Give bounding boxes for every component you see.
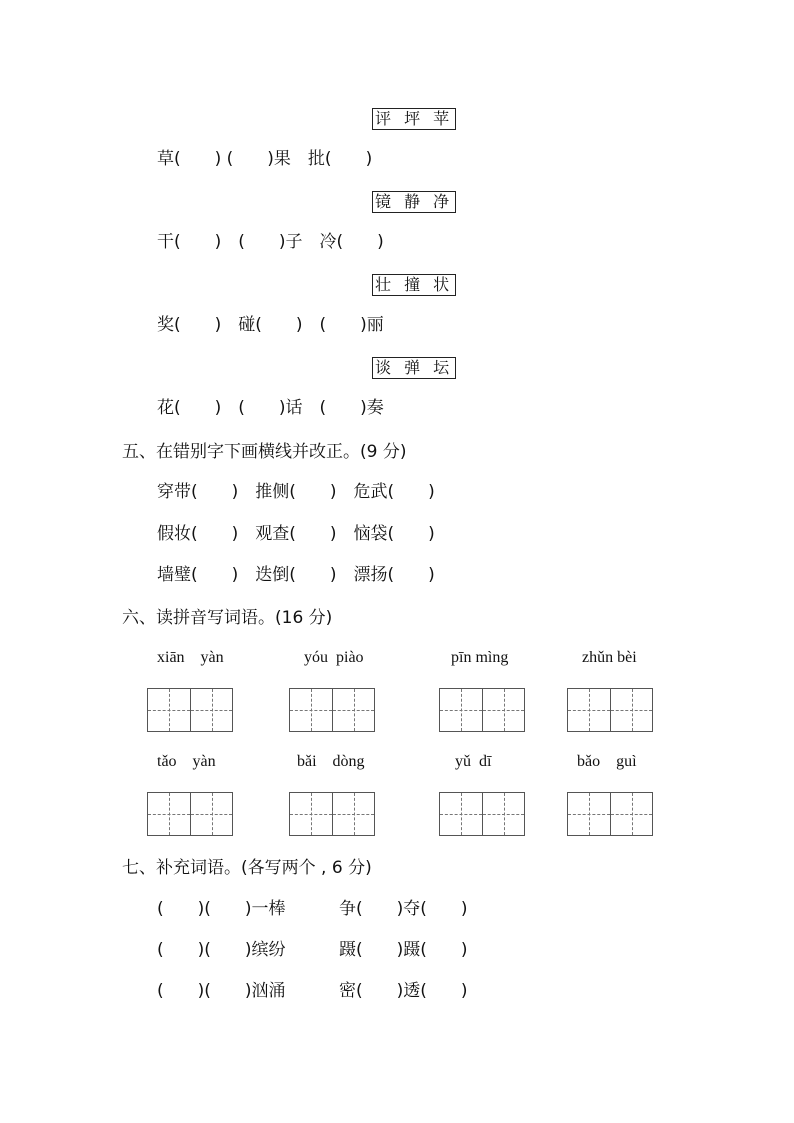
section5-title: 五、在错别字下画横线并改正。(9 分) xyxy=(122,442,407,462)
fill-line-3: 奖( ) 碰( ) ( )丽 xyxy=(157,315,384,335)
writing-grid-6[interactable] xyxy=(289,792,375,836)
writing-grid-2[interactable] xyxy=(289,688,375,732)
correction-row-2: 假妆( ) 观查( ) 恼袋( ) xyxy=(157,524,435,544)
writing-grid-4[interactable] xyxy=(567,688,653,732)
fill-line-4: 花( ) ( )话 ( )奏 xyxy=(157,398,384,418)
fill-line-2: 干( ) ( )子 冷( ) xyxy=(157,232,384,252)
pinyin-5: tǎo yàn xyxy=(157,753,216,770)
writing-grid-7[interactable] xyxy=(439,792,525,836)
idiom-left-3: ( )( )汹涌 xyxy=(157,981,286,1001)
pinyin-4: zhǔn bèi xyxy=(582,649,637,666)
correction-row-3: 墙璧( ) 迭倒( ) 漂扬( ) xyxy=(157,565,435,585)
writing-grid-1[interactable] xyxy=(147,688,233,732)
writing-grid-8[interactable] xyxy=(567,792,653,836)
pinyin-3: pīn mìng xyxy=(451,649,509,666)
idiom-right-1: 争( )夺( ) xyxy=(339,899,468,919)
pinyin-1: xiān yàn xyxy=(157,649,224,666)
choice-box-1: 评 坪 苹 xyxy=(372,108,456,130)
pinyin-2: yóu piào xyxy=(304,649,364,666)
pinyin-7: yǔ dī xyxy=(455,753,492,770)
correction-row-1: 穿带( ) 推侧( ) 危武( ) xyxy=(157,482,435,502)
idiom-right-2: 蹑( )蹑( ) xyxy=(339,940,468,960)
idiom-left-1: ( )( )一棒 xyxy=(157,899,286,919)
idiom-right-3: 密( )透( ) xyxy=(339,981,468,1001)
section6-title: 六、读拼音写词语。(16 分) xyxy=(122,608,333,628)
pinyin-8: bǎo guì xyxy=(577,753,637,770)
choice-box-3: 壮 撞 状 xyxy=(372,274,456,296)
writing-grid-3[interactable] xyxy=(439,688,525,732)
idiom-left-2: ( )( )缤纷 xyxy=(157,940,286,960)
pinyin-6: bǎi dòng xyxy=(297,753,365,770)
choice-box-4: 谈 弹 坛 xyxy=(372,357,456,379)
choice-box-2: 镜 静 净 xyxy=(372,191,456,213)
section7-title: 七、补充词语。(各写两个 , 6 分) xyxy=(122,858,372,878)
fill-line-1: 草( ) ( )果 批( ) xyxy=(157,149,373,169)
writing-grid-5[interactable] xyxy=(147,792,233,836)
